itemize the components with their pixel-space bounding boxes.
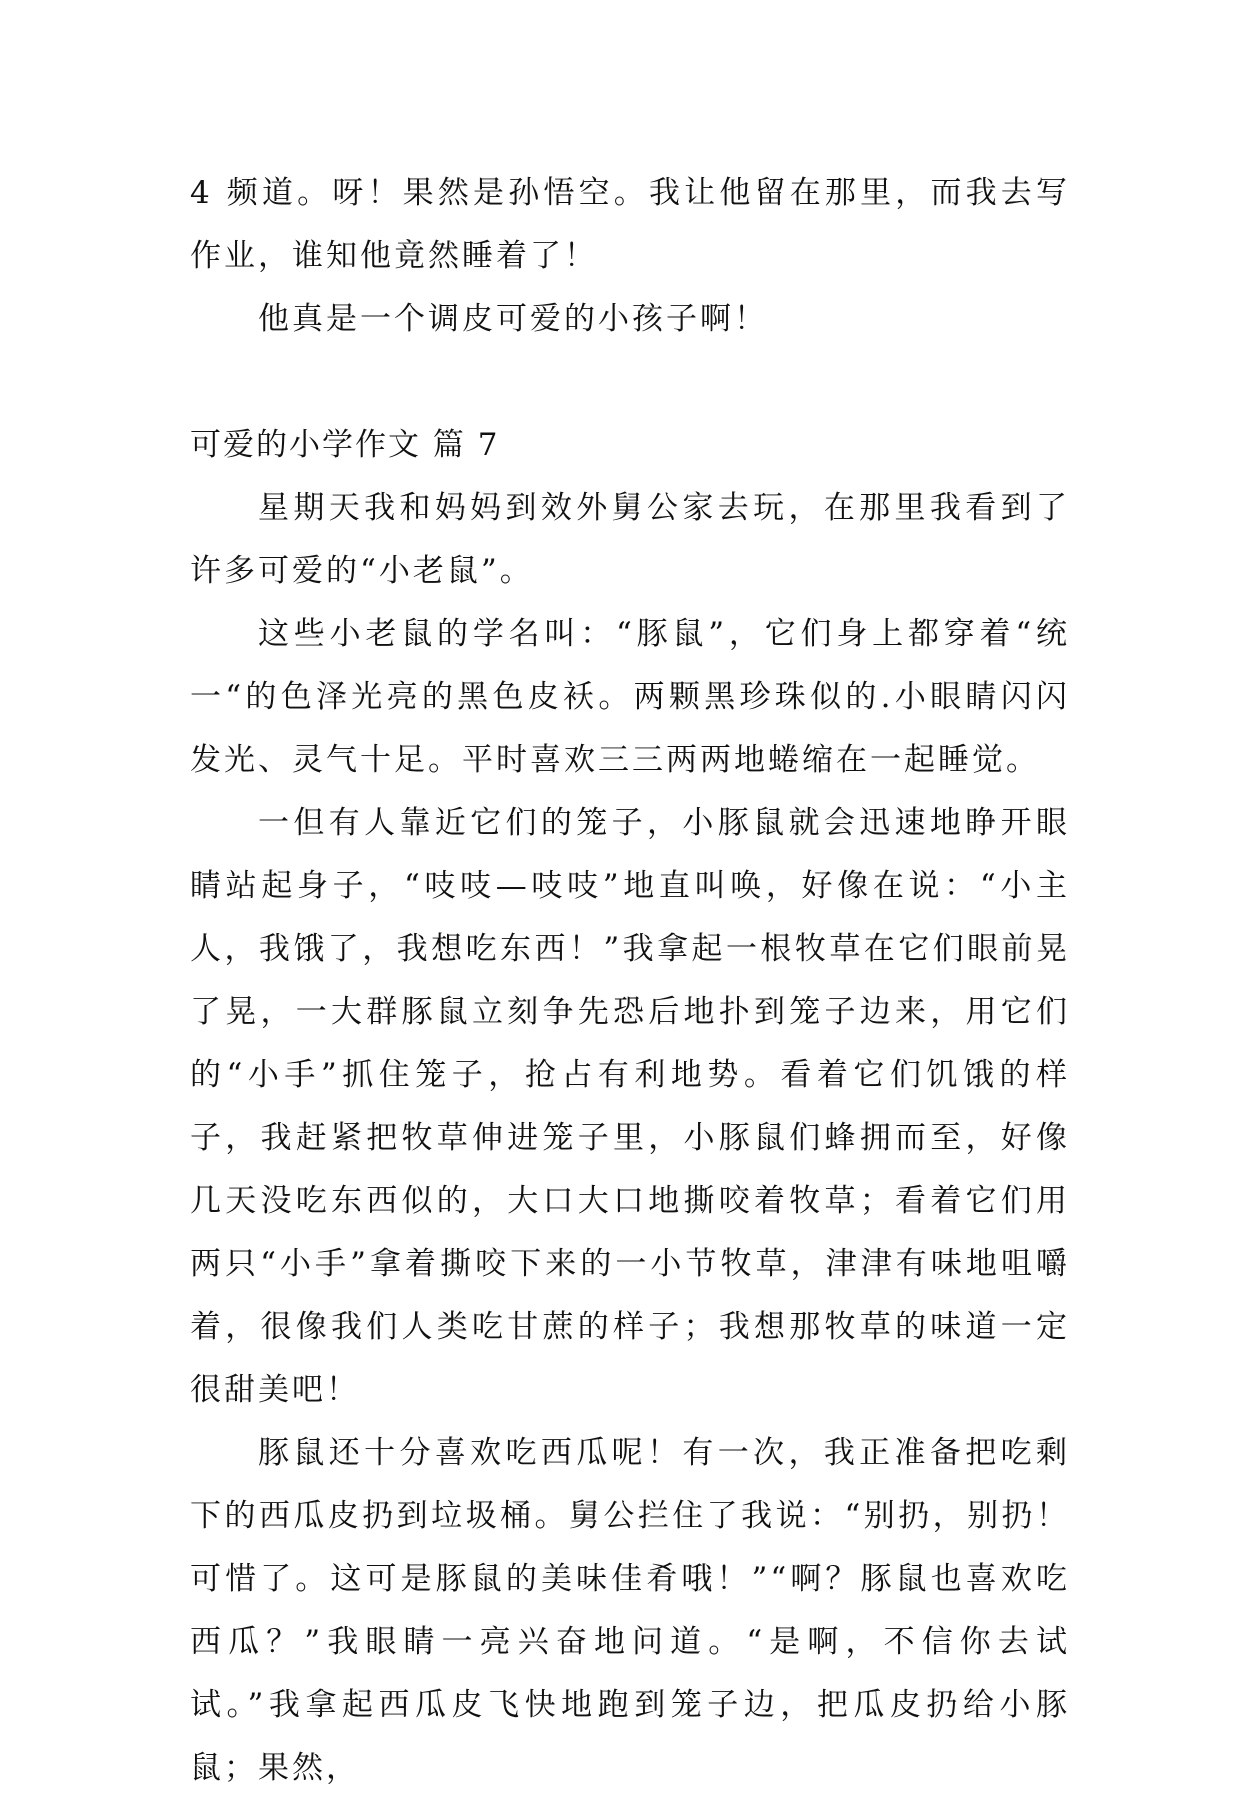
paragraph-1: 4 频道。呀！果然是孙悟空。我让他留在那里，而我去写作业，谁知他竟然睡着了！ xyxy=(190,175,1070,274)
document-page xyxy=(190,162,1070,1800)
paragraph-6: 豚鼠还十分喜欢吃西瓜呢！有一次，我正准备把吃剩下的西瓜皮扔到垃圾桶。舅公拦住了我说：“别扔，别扔！可惜了。这可是豚鼠的美味佳肴哦！”“啊？豚鼠也喜欢吃西瓜？”我眼睛一亮兴奋地问道。“是啊，不信你去试试。”我拿起西瓜皮飞快地跑到笼子边，把瓜皮扔给小豚鼠；果然， xyxy=(190,1435,1070,1786)
section-gap xyxy=(190,351,1070,414)
paragraph-3: 星期天我和妈妈到效外舅公家去玩，在那里我看到了许多可爱的“小老鼠”。 xyxy=(190,490,1070,589)
section-heading: 可爱的小学作文 篇 7 xyxy=(190,427,500,463)
paragraph-5: 一但有人靠近它们的笼子，小豚鼠就会迅速地睁开眼睛站起身子，“吱吱—吱吱”地直叫唤，好像在说：“小主人，我饿了，我想吃东西！”我拿起一根牧草在它们眼前晃了晃，一大群豚鼠立刻争先恐后地扑到笼子边来，用它们的“小手”抓住笼子，抢占有利地势。看着它们饥饿的样子，我赶紧把牧草伸进笼子里，小豚鼠们蜂拥而至，好像几天没吃东西似的，大口大口地撕咬着牧草；看着它们用两只“小手”拿着撕咬下来的一小节牧草，津津有味地咀嚼着，很像我们人类吃甘蔗的样子；我想那牧草的味道一定很甜美吧！ xyxy=(190,805,1070,1408)
paragraph-4: 这些小老鼠的学名叫：“豚鼠”，它们身上都穿着“统一“的色泽光亮的黑色皮袄。两颗黑珍珠似的.小眼睛闪闪发光、灵气十足。平时喜欢三三两两地蜷缩在一起睡觉。 xyxy=(190,616,1070,778)
paragraph-2: 他真是一个调皮可爱的小孩子啊！ xyxy=(258,301,768,337)
